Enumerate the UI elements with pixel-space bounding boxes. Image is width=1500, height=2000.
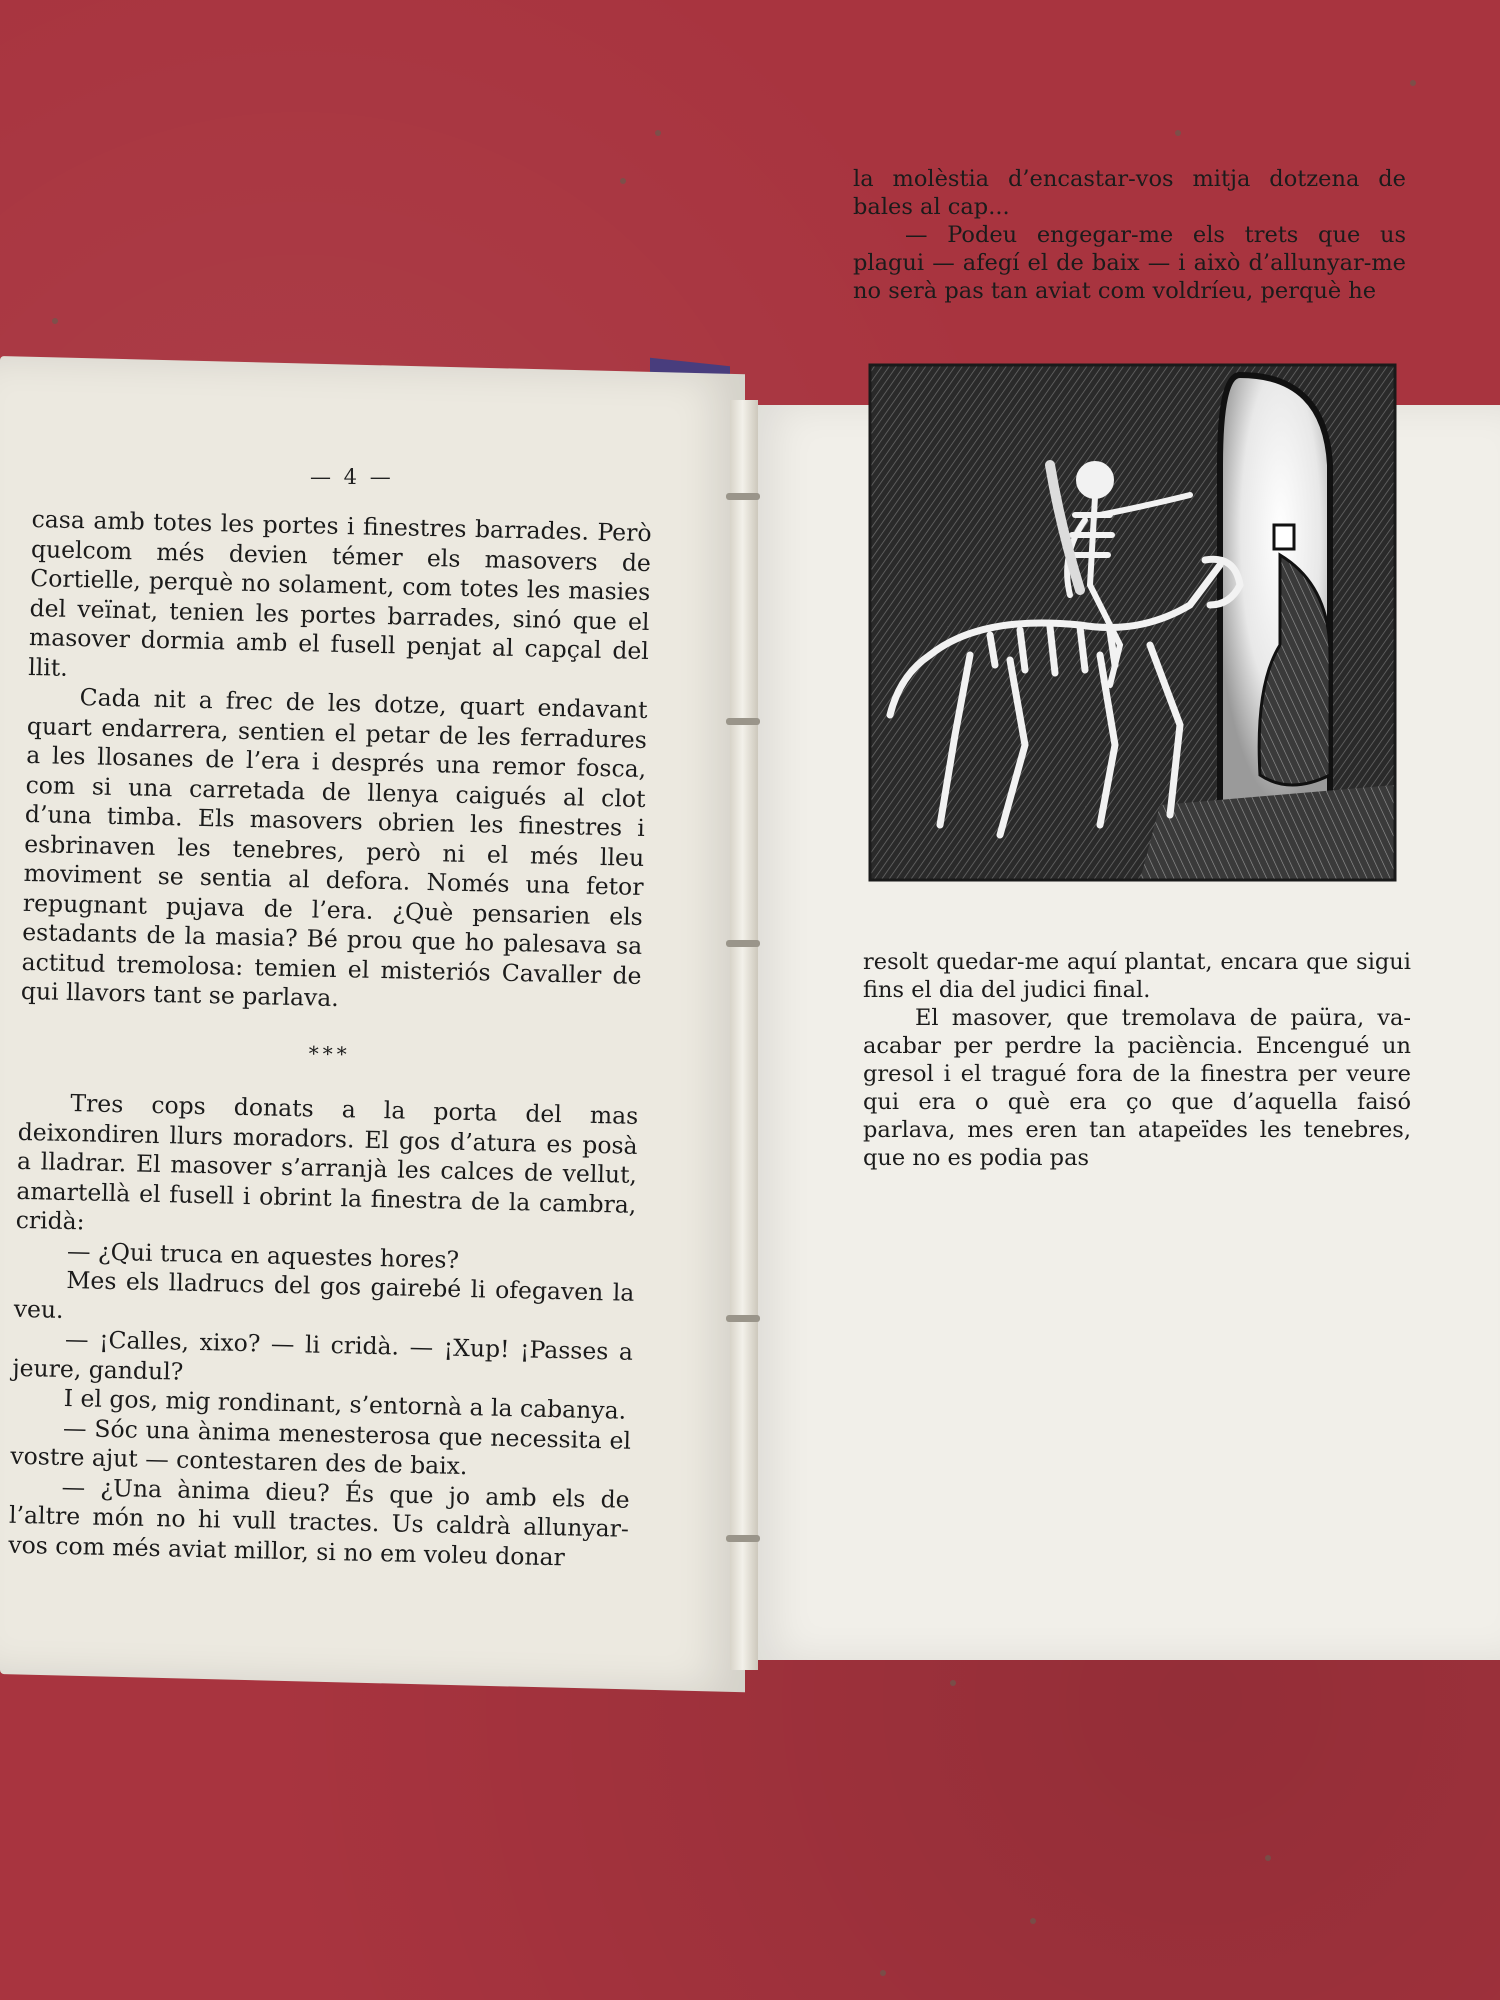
- left-page-text: [8, 505, 652, 1574]
- right-page-text-top: [853, 165, 1406, 305]
- lint-speck: [1265, 1855, 1271, 1861]
- paragraph: resolt quedar-me aquí plantat, encara que sigui fins el dia del judici final.: [863, 949, 1411, 1003]
- paragraph: Mes els lladrucs del gos gairebé li ofegaven la veu.: [13, 1265, 635, 1324]
- dialogue-line: — Podeu engegar-me els trets que us plagui — afegí el de baix — i això d’allunyar-me no serà pas tan aviat com voldríeu, perquè he: [853, 222, 1406, 304]
- lint-speck: [52, 318, 58, 324]
- paragraph: casa amb totes les portes i finestres barrades. Però quelcom més devien témer els masovers de Cortielle, perquè no solament, com totes les masies del veïnat, tenien les portes barrades, sinó que el masover dormia amb el fusell penjat al capçal del llit.: [28, 505, 652, 682]
- paragraph: I el gos, mig rondinant, s’entornà a la cabanya.: [63, 1383, 627, 1425]
- right-page-text-bottom: [863, 948, 1411, 1172]
- book-spine: [730, 400, 758, 1670]
- dialogue-line: — ¿Qui truca en aquestes hores?: [66, 1236, 460, 1274]
- lint-speck: [880, 1970, 886, 1976]
- dialogue-line: — Sóc una ànima menesterosa que necessita el vostre ajut — contestaren des de baix.: [10, 1413, 632, 1481]
- paragraph: Cada nit a frec de les dotze, quart endavant quart endarrera, sentien el petar de les ferradures a les llosanes de l’era i després una remor fosca, com si una carretada de llenya caigués al clot d’una timba. Els masovers obrien les finestres i esbrinaven les tenebres, però ni el més lleu moviment se sentia al defora. Només una fetor repugnant pujava de l’era. ¿Què pensarien els estadants de la masia? Bé prou que ho palesava sa actitud tremolosa: temien el misteriós Cavaller de qui llavors tant se parlava.: [20, 683, 648, 1013]
- binding-stitch: [726, 940, 760, 947]
- lint-speck: [1175, 130, 1181, 136]
- skeleton-horseman-illustration: [860, 355, 1405, 890]
- dialogue-line: — ¡Calles, xixo? — li cridà. — ¡Xup! ¡Passes a jeure, gandul?: [12, 1324, 634, 1386]
- binding-stitch: [726, 1535, 760, 1542]
- paragraph: Tres cops donats a la porta del mas deixondiren llurs moradors. El gos d’atura es posà a lladrar. El masover s’arranjà les calces de vellut, amartellà el fusell i obrint la finestra de la cambra, cridà:: [15, 1089, 639, 1236]
- oil-lamp: [1274, 525, 1294, 549]
- lint-speck: [620, 178, 626, 184]
- binding-stitch: [726, 718, 760, 725]
- paragraph: la molèstia d’encastar-vos mitja dotzena de bales al cap...: [853, 166, 1406, 220]
- lint-speck: [655, 130, 661, 136]
- left-page-number: — 4 —: [310, 465, 394, 489]
- lint-speck: [1030, 1918, 1036, 1924]
- binding-stitch: [726, 493, 760, 500]
- lint-speck: [1410, 80, 1416, 86]
- paragraph: El masover, que tremolava de paüra, va-acabar per perdre la paciència. Encengué un gresol i el tragué fora de la finestra per veure qui era o què era ço que d’aquella faisó parlava, mes eren tan atapeïdes les tenebres, que no es podia pas: [863, 1005, 1411, 1171]
- dialogue-line: — ¿Una ànima dieu? És que jo amb els de l’altre món no hi vull tractes. Us caldrà allunyar-vos com més aviat millor, si no em voleu donar: [8, 1472, 630, 1571]
- section-separator: ***: [308, 1040, 351, 1066]
- binding-stitch: [726, 1315, 760, 1322]
